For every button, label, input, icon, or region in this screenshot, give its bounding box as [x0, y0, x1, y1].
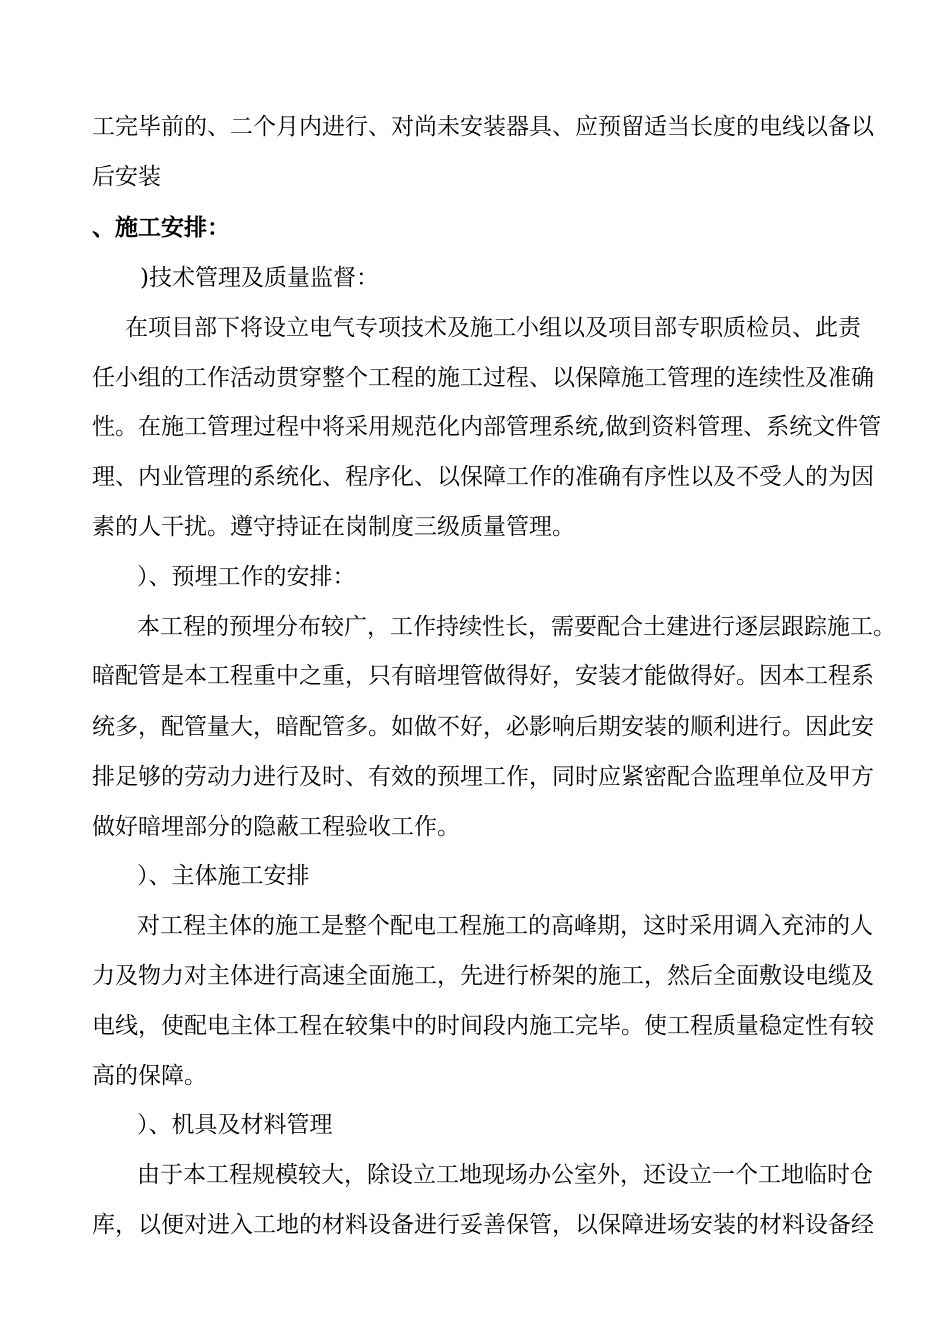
- paragraph-line: 工完毕前的、二个月内进行、对尚未安装器具、应预留适当长度的电线以备以: [92, 114, 874, 140]
- paragraph-line: 统多，配管量大，暗配管多。如做不好，必影响后期安装的顺利进行。因此安: [92, 714, 874, 740]
- paragraph-line: 库，以便对进入工地的材料设备进行妥善保管，以保障进场安装的材料设备经: [92, 1212, 874, 1238]
- paragraph-line: 排足够的劳动力进行及时、有效的预埋工作，同时应紧密配合监理单位及甲方: [92, 764, 874, 790]
- subsection-heading: ）、预埋工作的安排：: [137, 564, 356, 590]
- subsection-heading: ）、机具及材料管理: [137, 1112, 333, 1138]
- section-heading: 、施工安排：: [92, 215, 230, 241]
- paragraph-line: 由于本工程规模较大，除设立工地现场办公室外，还设立一个工地临时仓: [137, 1162, 873, 1188]
- paragraph-line: 做好暗埋部分的隐蔽工程验收工作。: [92, 814, 460, 840]
- paragraph-line: 对工程主体的施工是整个配电工程施工的高峰期，这时采用调入充沛的人: [137, 913, 873, 939]
- paragraph-line: 理、内业管理的系统化、程序化、以保障工作的准确有序性以及不受人的为因: [92, 464, 874, 490]
- subsection-heading: )技术管理及质量监督：: [140, 265, 379, 291]
- paragraph-line: 后安装: [92, 164, 161, 190]
- paragraph-line: 本工程的预埋分布较广，工作持续性长，需要配合土建进行逐层跟踪施工。: [137, 614, 896, 640]
- paragraph-line: 暗配管是本工程重中之重，只有暗埋管做得好，安装才能做得好。因本工程系: [92, 663, 874, 689]
- subsection-heading: ）、主体施工安排: [137, 863, 310, 889]
- paragraph-line: 电线，使配电主体工程在较集中的时间段内施工完毕。使工程质量稳定性有较: [92, 1013, 874, 1039]
- paragraph-line: 素的人干扰。遵守持证在岗制度三级质量管理。: [92, 514, 575, 540]
- paragraph-line: 高的保障。: [92, 1063, 207, 1089]
- paragraph-line: 性。在施工管理过程中将采用规范化内部管理系统,做到资料管理、系统文件管: [92, 414, 882, 440]
- paragraph-line: 力及物力对主体进行高速全面施工，先进行桥架的施工，然后全面敷设电缆及: [92, 963, 874, 989]
- paragraph-line: 在项目部下将设立电气专项技术及施工小组以及项目部专职质检员、此责: [125, 315, 861, 341]
- paragraph-line: 任小组的工作活动贯穿整个工程的施工过程、以保障施工管理的连续性及准确: [92, 365, 874, 391]
